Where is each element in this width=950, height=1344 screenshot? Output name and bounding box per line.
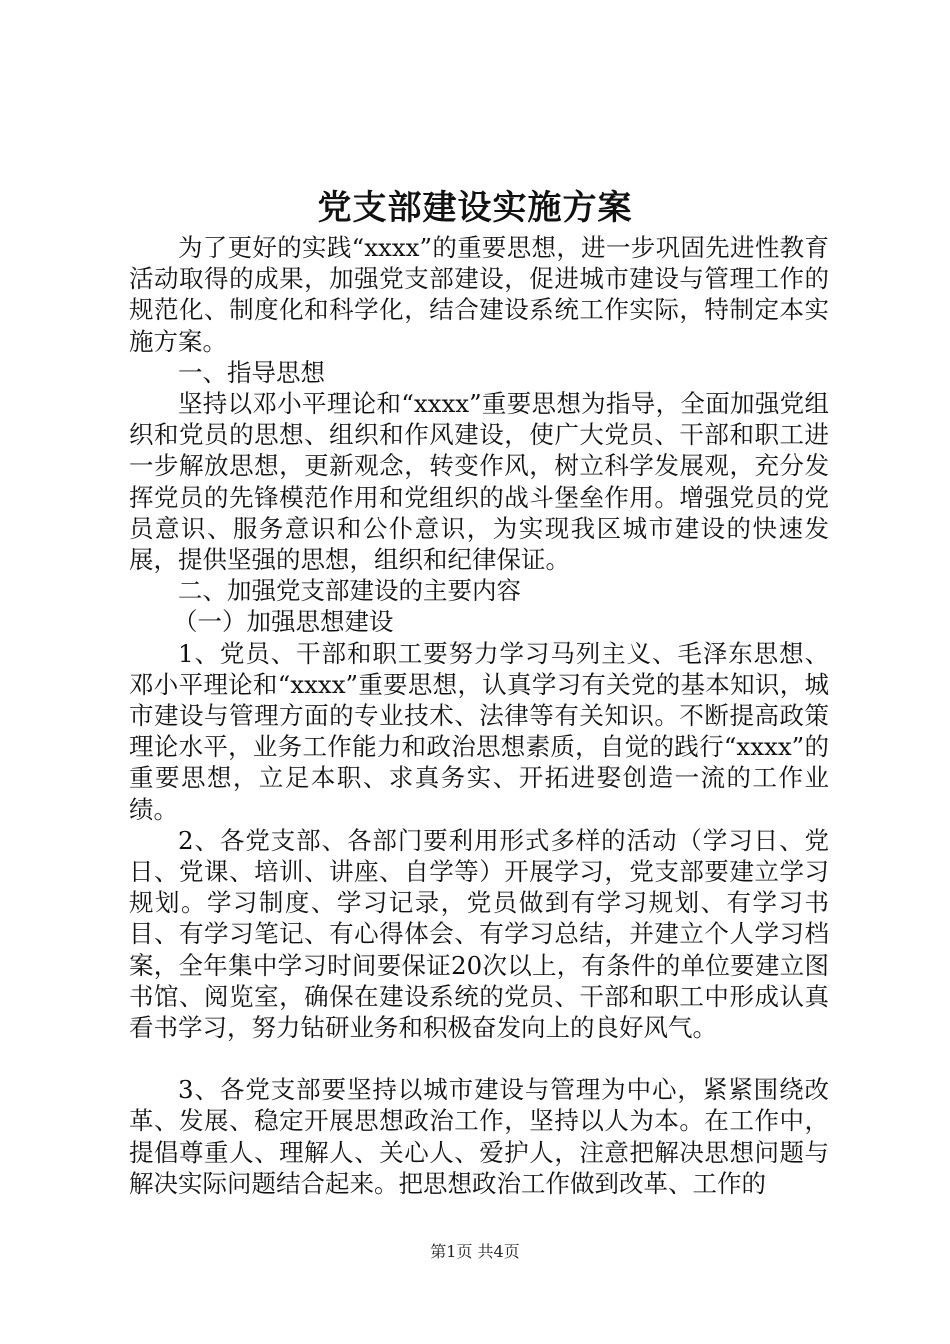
section-heading-guiding-ideology: 一、指导思想: [178, 357, 325, 387]
intro-paragraph: 为了更好的实践“xxxx”的重要思想，进一步巩固先进性教育活动取得的成果，加强党支部建设，促进城市建设与管理工作的规范化、制度化和科学化，结合建设系统工作实际，特制定本实施方案。: [129, 233, 829, 356]
item-1-paragraph: 1、党员、干部和职工要努力学习马列主义、毛泽东思想、邓小平理论和“xxxx”重要思想，认真学习有关党的基本知识，城市建设与管理方面的专业技术、法律等有关知识。不断提高政策理论水平，业务工作能力和政治思想素质，自觉的践行“xxxx”的重要思想，立足本职、求真务实、开拓进娶创造一流的工作业绩。: [129, 638, 829, 824]
document-title: 党支部建设实施方案: [317, 188, 633, 228]
document-body: [129, 232, 829, 1199]
page-footer: 第1页 共4页: [430, 1242, 520, 1261]
paragraph-spacer: [129, 1043, 829, 1074]
subsection-heading-ideological-construction: （一）加强思想建设: [173, 607, 394, 637]
section-heading-main-content: 二、加强党支部建设的主要内容: [178, 576, 521, 606]
guiding-ideology-paragraph: 坚持以邓小平理论和“xxxx”重要思想为指导，全面加强党组织和党员的思想、组织和作风建设，使广大党员、干部和职工进一步解放思想，更新观念，转变作风，树立科学发展观，充分发挥党员的先锋模范作用和党组织的战斗堡垒作用。增强党员的党员意识、服务意识和公仆意识，为实现我区城市建设的快速发展，提供坚强的思想，组织和纪律保证。: [129, 389, 829, 575]
item-3-paragraph: 3、各党支部要坚持以城市建设与管理为中心，紧紧围绕改革、发展、稳定开展思想政治工作，坚持以人为本。在工作中，提倡尊重人、理解人、关心人、爱护人，注意把解决思想问题与解决实际问题结合起来。把思想政治工作做到改革、工作的: [129, 1075, 829, 1198]
item-2-paragraph: 2、各党支部、各部门要利用形式多样的活动（学习日、党日、党课、培训、讲座、自学等）开展学习，党支部要建立学习规划。学习制度、学习记录，党员做到有学习规划、有学习书目、有学习笔记、有心得体会、有学习总结，并建立个人学习档案，全年集中学习时间要保证20次以上，有条件的单位要建立图书馆、阅览室，确保在建设系统的党员、干部和职工中形成认真看书学习，努力钻研业务和积极奋发向上的良好风气。: [129, 825, 829, 1043]
